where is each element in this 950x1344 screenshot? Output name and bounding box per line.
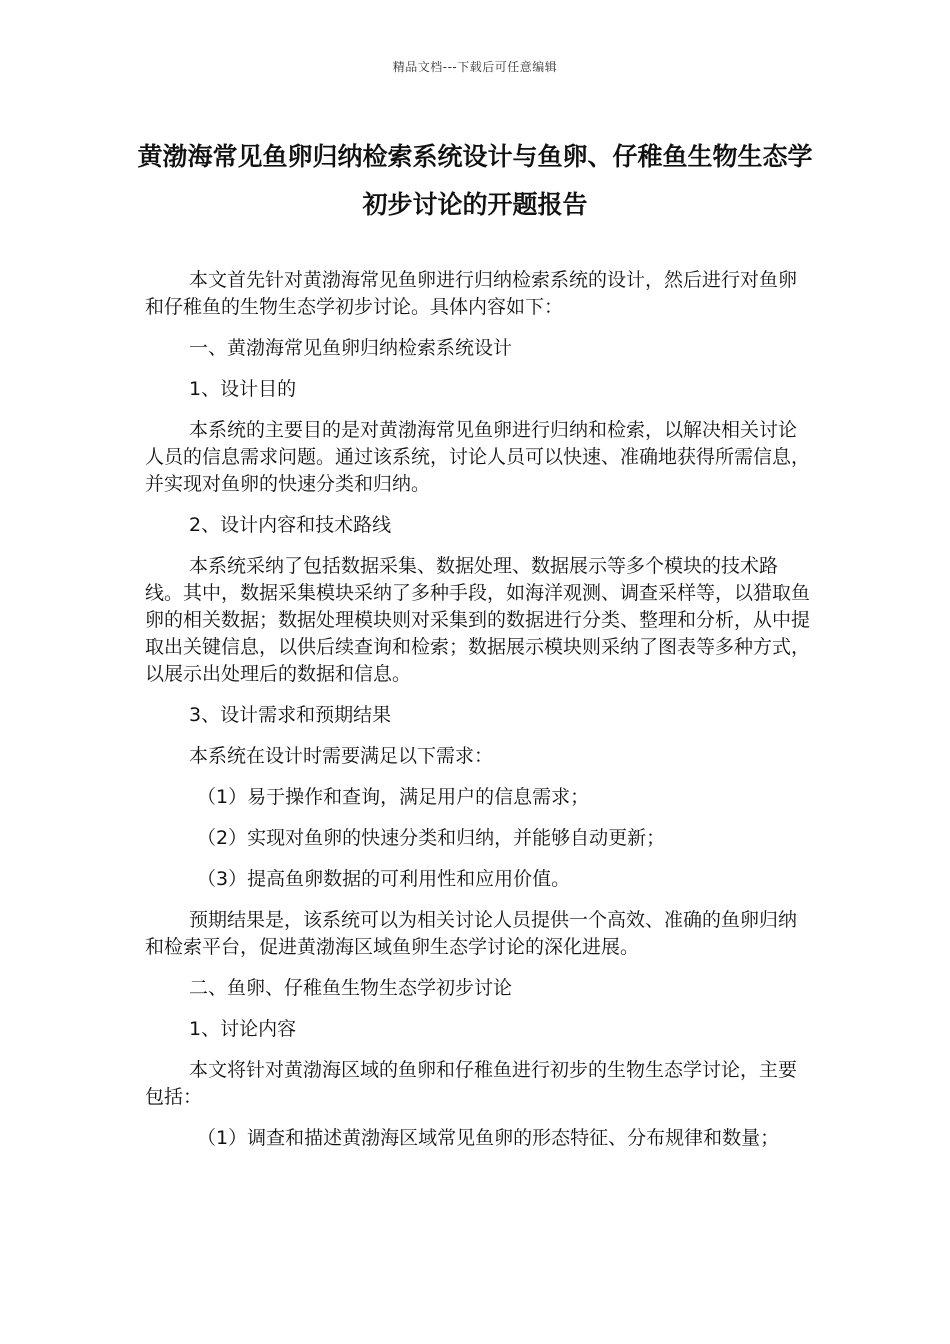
list-item: （2）实现对鱼卵的快速分类和归纳，并能够自动更新； (197, 827, 666, 849)
subsection-heading: 1、设计目的 (189, 378, 297, 400)
list-item: （1）调查和描述黄渤海区域常见鱼卵的形态特征、分布规律和数量； (197, 1127, 780, 1149)
subsection-heading: 1、讨论内容 (189, 1018, 297, 1040)
body-paragraph: 本文将针对黄渤海区域的鱼卵和仔稚鱼进行初步的生物生态学讨论，主要包括： (145, 1059, 798, 1108)
document-body (145, 267, 810, 1166)
section-heading: 一、黄渤海常见鱼卵归纳检索系统设计 (189, 337, 513, 359)
subsection-heading: 2、设计内容和技术路线 (189, 514, 392, 536)
list-item: （3）提高鱼卵数据的可利用性和应用价值。 (197, 868, 571, 890)
document-title: 黄渤海常见鱼卵归纳检索系统设计与鱼卵、仔稚鱼生物生态学初步讨论的开题报告 (137, 142, 813, 219)
header-note: 精品文档---下载后可任意编辑 (392, 60, 558, 74)
body-paragraph: 本系统的主要目的是对黄渤海常见鱼卵进行归纳和检索，以解决相关讨论人员的信息需求问题。通过该系统，讨论人员可以快速、准确地获得所需信息，并实现对鱼卵的快速分类和归纳。 (145, 419, 811, 495)
subsection-heading: 3、设计需求和预期结果 (189, 704, 392, 726)
body-paragraph: 本系统在设计时需要满足以下需求： (189, 745, 494, 767)
intro-paragraph: 本文首先针对黄渤海常见鱼卵进行归纳检索系统的设计，然后进行对鱼卵和仔稚鱼的生物生态学初步讨论。具体内容如下： (145, 269, 798, 318)
list-item: （1）易于操作和查询，满足用户的信息需求； (197, 786, 590, 808)
section-heading: 二、鱼卵、仔稚鱼生物生态学初步讨论 (189, 977, 513, 999)
body-paragraph: 本系统采纳了包括数据采集、数据处理、数据展示等多个模块的技术路线。其中，数据采集模块采纳了多种手段，如海洋观测、调查采样等，以猎取鱼卵的相关数据；数据处理模块则对采集到的数据进行分类、整理和分析，从中提取出关键信息，以供后续查询和检索；数据展示模块则采纳了图表等多种方式，以展示出处理后的数据和信息。 (145, 555, 811, 685)
body-paragraph: 预期结果是，该系统可以为相关讨论人员提供一个高效、准确的鱼卵归纳和检索平台，促进黄渤海区域鱼卵生态学讨论的深化进展。 (145, 909, 798, 958)
